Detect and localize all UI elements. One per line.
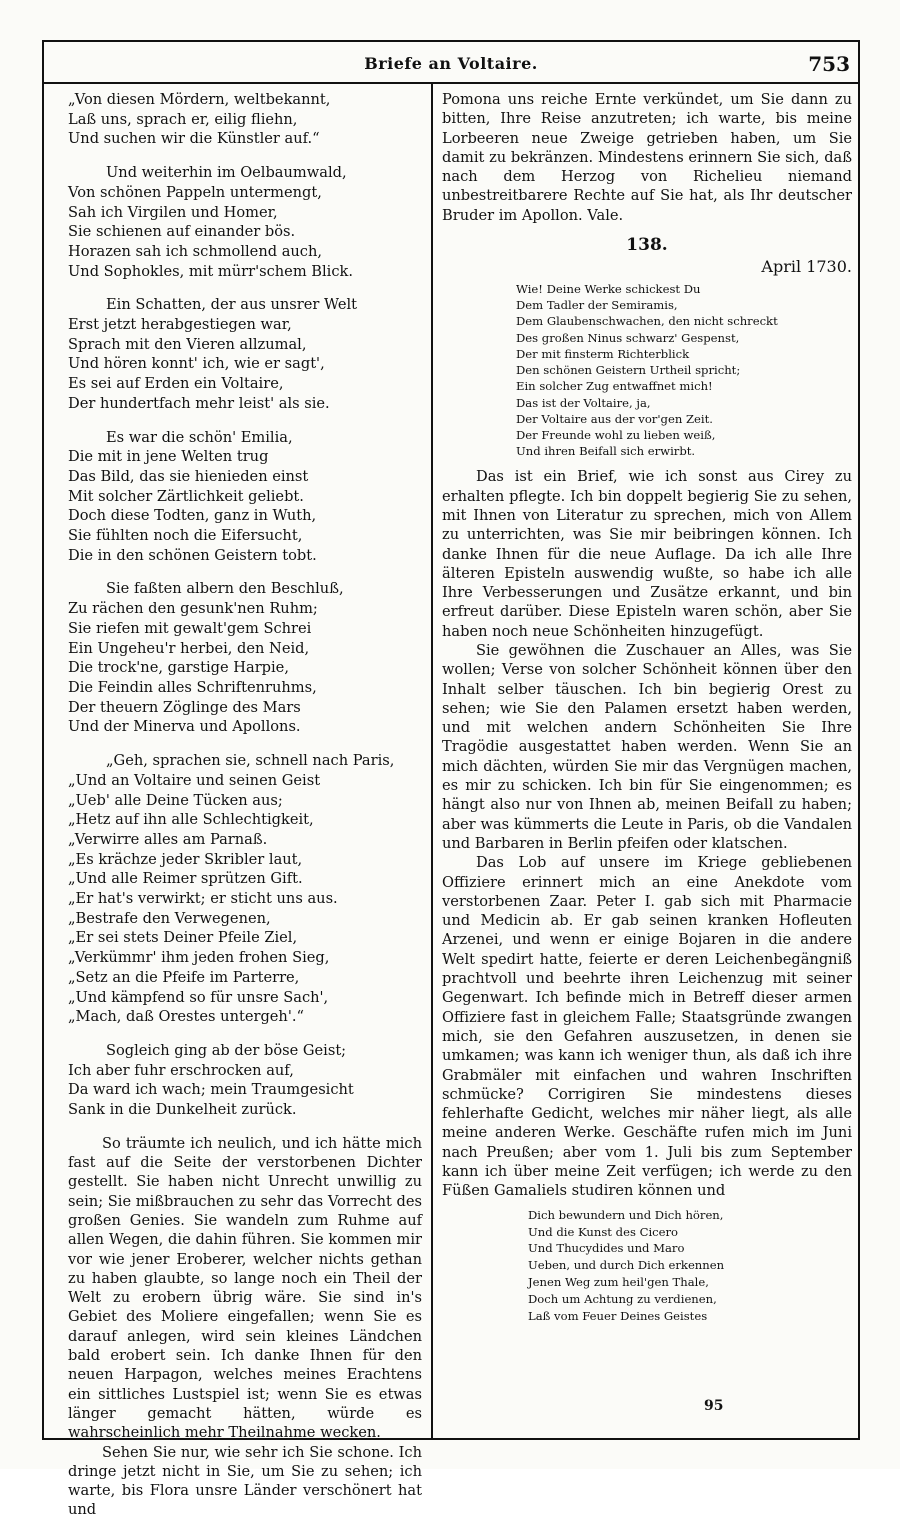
body-paragraph: Das ist ein Brief, wie ich sonst aus Cirey zu erhalten pflegte. Ich bin doppelt begierig Sie zu sehen, mit Ihnen von Literatur zu sprechen, mich von Allem zu unterrichten, was Sie mir beibringen können. Ich danke Ihnen für die neue Auflage. Da ich alle Ihre älteren Episteln auswendig wußte, so habe ich alle Ihre Verbesserungen und Zusätze erkannt, und bin erfreut darüber. Diese Episteln waren schön, aber Sie haben noch neue Schönheiten hinzugefügt.: [442, 468, 852, 640]
body-paragraph: Sehen Sie nur, wie sehr ich Sie schone. Ich dringe jetzt nicht in Sie, um Sie zu sehen; ich warte, bis Flora unsre Länder verschönert hat und: [68, 1443, 422, 1519]
column-divider: [431, 84, 433, 1440]
body-paragraph: Sie gewöhnen die Zuschauer an Alles, was Sie wollen; Verse von solcher Schönheit können über den Inhalt selber täuschen. Ich bin begierig Orest zu sehen; wie Sie den Palamen ersetzt haben werden, und mit welchen andern Schönheiten Sie Ihre Tragödie ausgestattet haben werden. Wenn Sie an mich dächten, würden Sie mir das Vergnügen machen, es mir zu schicken. Ich bin für Sie eingenommen; es hängt also nur von Ihnen ab, meinen Beifall zu haben; aber was kümmerts die Leute in Paris, ob die Vandalen und Barbaren in Berlin pfeifen oder klatschen.: [442, 641, 852, 852]
right-column: [442, 90, 852, 1325]
verse-line: „Verwirre alles am Parnaß.: [68, 830, 268, 848]
stanza: [68, 90, 422, 149]
verse-line: „Und an Voltaire und seinen Geist: [68, 771, 321, 789]
verse-line: Die Feindin alles Schriftenruhms,: [68, 678, 317, 696]
verse-line: Die trock'ne, garstige Harpie,: [68, 659, 289, 677]
verse-line: Sprach mit den Vieren allzumal,: [68, 335, 307, 353]
verse-line: Es war die schön' Emilia,: [106, 428, 293, 446]
verse-line: Und Sophokles, mit mürr'schem Blick.: [68, 262, 354, 280]
verse-line: „Er hat's verwirkt; er sticht uns aus.: [68, 890, 338, 908]
verse-line: Sogleich ging ab der böse Geist;: [106, 1041, 347, 1059]
left-column: [68, 90, 422, 1520]
verse-line: Ich aber fuhr erschrocken auf,: [68, 1061, 294, 1079]
verse-line: Horazen sah ich schmollend auch,: [68, 242, 323, 260]
verse-line: Der mit finsterm Richterblick: [516, 346, 690, 361]
verse-line: „Verkümmr' ihm jeden frohen Sieg,: [68, 949, 330, 967]
verse-line: Laß uns, sprach er, eilig fliehn,: [68, 110, 298, 128]
page-header: [44, 42, 858, 84]
verse-line: Erst jetzt herabgestiegen war,: [68, 316, 292, 334]
stanza: [68, 295, 422, 413]
verse-line: „Setz an die Pfeife im Parterre,: [68, 968, 300, 986]
body-paragraph: Das Lob auf unsere im Kriege gebliebenen Offiziere erinnert mich an eine Anekdote vom verstorbenen Zaar. Peter I. gab sich mit Pharmacie und Medicin ab. Er gab seinen kranken Hofleuten Arzenei, und wenn er einige Bojaren in die andere Welt spedirt hatte, feierte er deren Leichenbegängniß prachtvoll und beehrte ihren Leichenzug mit seiner Gegenwart. Ich befinde mich in Betreff dieser armen Offiziere fast in gleichem Falle; Staatsgründe zwangen mich, sie den Gefahren auszusetzen, in denen sie umkamen; was kann ich weniger thun, als daß ich ihre Grabmäler mit einfachen und wahren Inschriften schmücke? Corrigiren Sie mindestens dieses fehlerhafte Gedicht, welches mir näher liegt, als alle meine anderen Werke. Geschäfte rufen mich im Juni nach Preußen; aber vom 1. Juli bis zum September kann ich über meine Zeit verfügen; ich werde zu den Füßen Gamaliels studiren können und: [442, 854, 852, 1200]
verse-line: Der Voltaire aus der vor'gen Zeit.: [516, 411, 713, 426]
verse-line: Und ihren Beifall sich erwirbt.: [516, 444, 696, 459]
verse-line: Dem Glaubenschwachen, den nicht schreckt: [516, 314, 778, 329]
verse-line: Es sei auf Erden ein Voltaire,: [68, 375, 284, 393]
verse-line: Die in den schönen Geistern tobt.: [68, 546, 317, 564]
body-paragraph: Pomona uns reiche Ernte verkündet, um Sie dann zu bitten, Ihre Reise anzutreten; ich warte, bis meine Lorbeeren neue Zweige getrieben haben, um Sie damit zu bekränzen. Mindestens erinnern Sie sich, daß nach dem Herzog von Richelieu niemand unbestreitbarere Rechte auf Sie hat, als Ihr deutscher Bruder im Apollon. Vale.: [442, 91, 852, 224]
verse-line: Und hören konnt' ich, wie er sagt',: [68, 355, 325, 373]
stanza: [68, 428, 422, 566]
page-number: 753: [808, 52, 850, 76]
verse-line: Von schönen Pappeln untermengt,: [68, 183, 322, 201]
verse-line: Zu rächen den gesunk'nen Ruhm;: [68, 600, 318, 618]
verse-line: „Von diesen Mördern, weltbekannt,: [68, 91, 331, 108]
verse-line: Wie! Deine Werke schickest Du: [516, 282, 701, 297]
verse-line: Laß vom Feuer Deines Geistes: [528, 1309, 708, 1324]
verse-line: Dem Tadler der Semiramis,: [516, 298, 678, 313]
verse-line: Dich bewundern und Dich hören,: [528, 1207, 724, 1222]
verse-line: „Es krächze jeder Skribler laut,: [68, 850, 303, 868]
verse-line: Da ward ich wach; mein Traumgesicht: [68, 1081, 354, 1099]
verse-line: Und suchen wir die Künstler auf.“: [68, 130, 320, 148]
verse-line: Sah ich Virgilen und Homer,: [68, 203, 278, 221]
verse-line: „Ueb' alle Deine Tücken aus;: [68, 791, 283, 809]
verse-line: Und die Kunst des Cicero: [528, 1224, 679, 1239]
verse-block: [528, 1207, 852, 1325]
verse-line: „Und kämpfend so für unsre Sach',: [68, 988, 329, 1006]
verse-line: Das Bild, das sie hienieden einst: [68, 467, 309, 485]
verse-line: Ein solcher Zug entwaffnet mich!: [516, 379, 713, 394]
verse-line: „Geh, sprachen sie, schnell nach Paris,: [106, 752, 395, 770]
verse-line: Doch diese Todten, ganz in Wuth,: [68, 507, 317, 525]
stanza: [68, 163, 422, 281]
verse-line: „Hetz auf ihn alle Schlechtigkeit,: [68, 811, 314, 829]
page-frame: [42, 40, 860, 1519]
verse-line: Sie riefen mit gewalt'gem Schrei: [68, 619, 312, 637]
verse-line: Des großen Ninus schwarz' Gespenst,: [516, 330, 740, 345]
verse-line: Sank in die Dunkelheit zurück.: [68, 1101, 297, 1119]
stanza: [68, 751, 422, 1027]
signature-mark: 95: [704, 1398, 724, 1414]
verse-line: Der hundertfach mehr leist' als sie.: [68, 394, 330, 412]
verse-line: „Er sei stets Deiner Pfeile Ziel,: [68, 929, 298, 947]
verse-line: „Und alle Reimer sprützen Gift.: [68, 870, 303, 888]
verse-line: Und der Minerva und Apollons.: [68, 718, 301, 736]
stanza: [68, 1041, 422, 1120]
verse-line: Mit solcher Zärtlichkeit geliebt.: [68, 487, 304, 505]
letter-date: April 1730.: [761, 257, 852, 277]
letter-number: 138.: [626, 235, 668, 256]
verse-line: Und weiterhin im Oelbaumwald,: [106, 164, 347, 182]
verse-line: Der Freunde wohl zu lieben weiß,: [516, 427, 716, 442]
verse-line: Ein Schatten, der aus unsrer Welt: [106, 296, 357, 314]
verse-line: Den schönen Geistern Urtheil spricht;: [516, 363, 741, 378]
verse-line: Ueben, und durch Dich erkennen: [528, 1258, 725, 1273]
verse-line: Der theuern Zöglinge des Mars: [68, 698, 301, 716]
verse-line: „Mach, daß Orestes untergeh'.“: [68, 1008, 304, 1026]
verse-line: Sie faßten albern den Beschluß,: [106, 580, 344, 598]
verse-line: „Bestrafe den Verwegenen,: [68, 909, 271, 927]
verse-line: Die mit in jene Welten trug: [68, 448, 269, 466]
verse-line: Doch um Achtung zu verdienen,: [528, 1292, 717, 1307]
stanza: [68, 579, 422, 737]
verse-line: Und Thucydides und Maro: [528, 1241, 685, 1256]
verse-block: [516, 281, 852, 459]
verse-line: Das ist der Voltaire, ja,: [516, 395, 651, 410]
verse-line: Ein Ungeheu'r herbei, den Neid,: [68, 639, 310, 657]
body-paragraph: So träumte ich neulich, und ich hätte mich fast auf die Seite der verstorbenen Dichter gestellt. Sie haben nicht Unrecht unwillig zu sein; Sie mißbrauchen zu sehr das Vorrecht des großen Genies. Sie wandeln zum Ruhme auf allen Wegen, die dahin führen. Sie kommen mir vor wie jener Eroberer, welcher nichts gethan zu haben glaubte, so lange noch ein Theil der Welt zu erobern übrig wäre. Sie sind in's Gebiet des Moliere eingefallen; wenn Sie es darauf anlegen, wird sein kleines Ländchen bald erobert sein. Ich danke Ihnen für den neuen Harpagon, welches meines Erachtens ein sittliches Lustspiel ist; wenn Sie es etwas länger gemacht hätten, würde es wahrscheinlich mehr Theilnahme wecken.: [68, 1134, 422, 1442]
running-title: Briefe an Voltaire.: [364, 54, 538, 73]
verse-line: Sie fühlten noch die Eifersucht,: [68, 527, 303, 545]
verse-line: Jenen Weg zum heil'gen Thale,: [528, 1275, 709, 1290]
verse-line: Sie schienen auf einander bös.: [68, 223, 296, 241]
